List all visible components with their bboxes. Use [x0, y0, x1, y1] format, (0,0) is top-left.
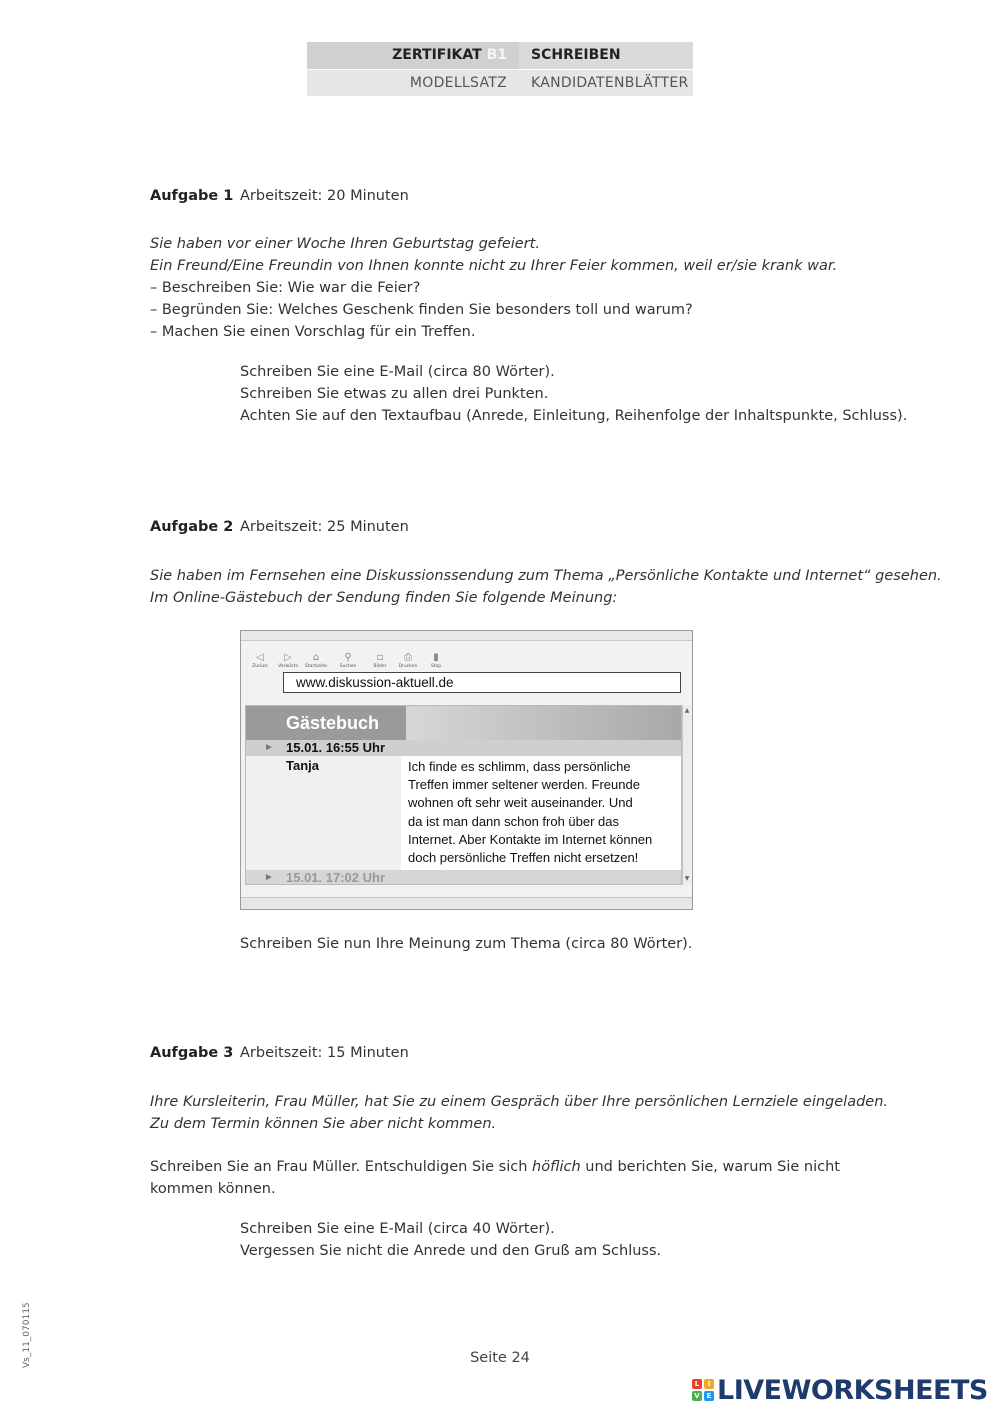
header-top-row — [307, 42, 693, 69]
task1-time: Arbeitszeit: 20 Minuten — [240, 188, 409, 204]
task3-label: Aufgabe 3 — [150, 1045, 234, 1061]
exam-sheet: KANDIDATENBLÄTTER — [531, 75, 689, 91]
entry-message-line: doch persönliche Treffen nicht ersetzen! — [408, 850, 639, 866]
browser-window — [240, 630, 693, 910]
browser-scrollbar — [682, 705, 691, 885]
guestbook-entry-header — [246, 740, 682, 756]
triangle-right-icon: ► — [264, 872, 274, 883]
task3-situation-line: Ihre Kursleiterin, Frau Müller, hat Sie zu einem Gespräch über Ihre persönlichen Lernziele eingeladen. — [150, 1094, 889, 1110]
task1-situation-line: Sie haben vor einer Woche Ihren Geburtstag gefeiert. — [150, 236, 540, 252]
task3-instruction: Schreiben Sie eine E-Mail (circa 40 Wörter). — [240, 1221, 555, 1237]
scroll-down-icon: ▼ — [684, 875, 690, 882]
task3-task-line: Schreiben Sie an Frau Müller. Entschuldigen Sie sich höflich und berichten Sie, warum Sie nicht — [150, 1159, 840, 1175]
entry-datetime: 15.01. 16:55 Uhr — [286, 740, 386, 755]
search-button: ⚲ Suchen — [339, 652, 357, 669]
page-number: Seite 24 — [470, 1350, 530, 1366]
task2-time: Arbeitszeit: 25 Minuten — [240, 519, 409, 535]
scroll-up-icon: ▲ — [684, 707, 690, 714]
task3-task-line: kommen können. — [150, 1181, 276, 1197]
print-icon: ⎙ — [404, 652, 412, 663]
entry-message-line: Treffen immer seltener werden. Freunde — [408, 777, 640, 793]
entry-message-line: Ich finde es schlimm, dass persönliche — [408, 759, 631, 774]
task3-instruction: Vergessen Sie nicht die Anrede und den Gruß am Schluss. — [240, 1243, 662, 1259]
task1-instruction: Schreiben Sie etwas zu allen drei Punkten. — [240, 386, 549, 402]
guestbook-title: Gästebuch — [246, 706, 406, 740]
images-icon: ▫ — [376, 652, 384, 663]
task2-situation-line: Sie haben im Fernsehen eine Diskussionssendung zum Thema „Persönliche Kontakte und Internet“ gesehen. — [150, 568, 942, 584]
home-button: ⌂ Startseite — [305, 652, 327, 669]
browser-titlebar — [241, 631, 692, 641]
browser-statusbar — [241, 897, 692, 909]
emphasis: höflich — [532, 1159, 581, 1175]
back-icon: ◁ — [256, 652, 264, 663]
entry-message-line: Internet. Aber Kontakte im Internet können — [408, 831, 653, 847]
task1-instruction: Achten Sie auf den Textaufbau (Anrede, Einleitung, Reihenfolge der Inhaltspunkte, Schluss). — [240, 408, 908, 424]
logo-icon: L I V E — [692, 1379, 714, 1401]
search-icon: ⚲ — [344, 652, 352, 663]
url-bar: www.diskussion-aktuell.de — [283, 672, 681, 693]
task1-label: Aufgabe 1 — [150, 188, 234, 204]
guestbook-entry-header — [246, 870, 682, 885]
stop-button: ▮ Stop — [430, 652, 442, 669]
exam-level: B1 — [486, 47, 507, 63]
stop-icon: ▮ — [433, 652, 439, 663]
task1-point: – Beschreiben Sie: Wie war die Feier? — [150, 280, 421, 296]
task3-time: Arbeitszeit: 15 Minuten — [240, 1045, 409, 1061]
browser-toolbar — [241, 641, 692, 671]
entry-message-line: da ist man dann schon froh über das — [408, 813, 620, 829]
task2-instruction: Schreiben Sie nun Ihre Meinung zum Thema (circa 80 Wörter). — [240, 936, 693, 952]
entry-message-line: wohnen oft sehr weit auseinander. Und — [408, 795, 633, 811]
entry-datetime: 15.01. 17:02 Uhr — [286, 870, 386, 885]
guestbook-page — [245, 705, 682, 885]
task1-instruction: Schreiben Sie eine E-Mail (circa 80 Wörter). — [240, 364, 555, 380]
entry-message — [408, 758, 676, 867]
forward-button: ▷ Vorwärts — [278, 652, 298, 669]
forward-icon: ▷ — [284, 652, 292, 663]
guestbook-author-column — [246, 756, 401, 871]
home-icon: ⌂ — [312, 652, 320, 663]
task3-situation-line: Zu dem Termin können Sie aber nicht kommen. — [150, 1116, 497, 1132]
images-button: ▫ Bilder — [373, 652, 387, 669]
entry-author: Tanja — [286, 758, 319, 773]
task2-label: Aufgabe 2 — [150, 519, 234, 535]
back-button: ◁ Zurück — [252, 652, 268, 669]
task1-situation-line: Ein Freund/Eine Freundin von Ihnen konnte nicht zu Ihrer Feier kommen, weil er/sie krank war. — [150, 258, 838, 274]
header-bottom-row — [307, 69, 693, 96]
exam-header — [307, 42, 693, 96]
exam-name: ZERTIFIKAT B1 — [307, 42, 519, 69]
task2-situation-line: Im Online-Gästebuch der Sendung finden Sie folgende Meinung: — [150, 590, 618, 606]
liveworksheets-logo — [692, 1374, 988, 1406]
document-code: Vs_11_070115 — [22, 1302, 32, 1368]
task1-point: – Begründen Sie: Welches Geschenk finden Sie besonders toll und warum? — [150, 302, 693, 318]
exam-module: SCHREIBEN — [519, 42, 693, 69]
print-button: ⎙ Drucken — [398, 652, 418, 669]
triangle-right-icon: ► — [264, 742, 274, 753]
logo-text: LIVEWORKSHEETS — [717, 1374, 988, 1406]
exam-set: MODELLSATZ — [409, 75, 507, 91]
task1-point: – Machen Sie einen Vorschlag für ein Treffen. — [150, 324, 476, 340]
